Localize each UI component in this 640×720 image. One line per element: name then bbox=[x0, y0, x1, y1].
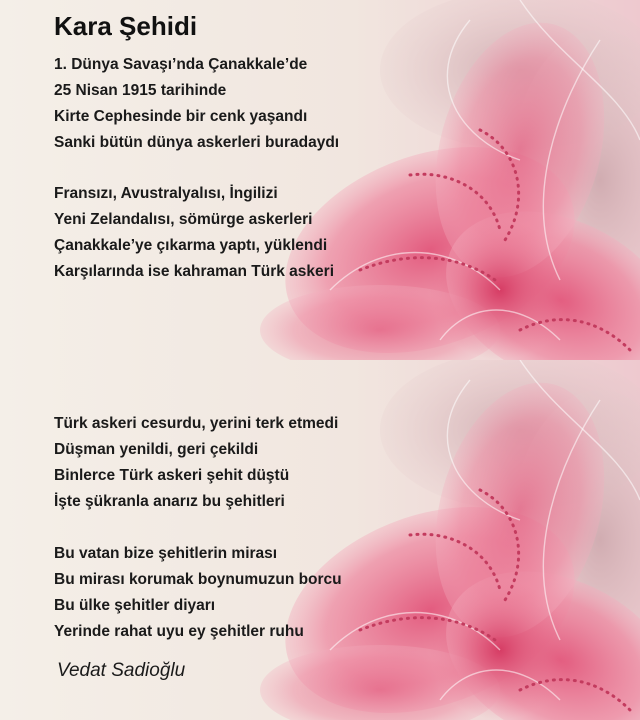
poem-line: Yerinde rahat uyu ey şehitler ruhu bbox=[54, 623, 304, 640]
poem-line: Bu ülke şehitler diyarı bbox=[54, 597, 216, 614]
poem-author: Vedat Sadioğlu bbox=[57, 660, 186, 681]
poem-line: Kirte Cephesinde bir cenk yaşandı bbox=[54, 108, 308, 125]
poem-line: İşte şükranla anarız bu şehitleri bbox=[54, 493, 285, 510]
poem-line: Yeni Zelandalısı, sömürge askerleri bbox=[54, 211, 313, 228]
poem-line: Çanakkale’ye çıkarma yaptı, yüklendi bbox=[54, 237, 328, 254]
poem-line: Bu vatan bize şehitlerin mirası bbox=[54, 545, 278, 562]
poem-line: Türk askeri cesurdu, yerini terk etmedi bbox=[54, 415, 339, 432]
poem-line: Sanki bütün dünya askerleri buradaydı bbox=[54, 134, 340, 151]
poem-line: 25 Nisan 1915 tarihinde bbox=[54, 82, 227, 99]
poem-line: Bu mirası korumak boynumuzun borcu bbox=[54, 571, 342, 588]
poem-line: Düşman yenildi, geri çekildi bbox=[54, 441, 259, 458]
poem-line: Fransızı, Avustralyalısı, İngilizi bbox=[54, 185, 278, 202]
poem-title: Kara Şehidi bbox=[54, 11, 198, 41]
poem-line: Karşılarında ise kahraman Türk askeri bbox=[54, 263, 335, 280]
poem-line: 1. Dünya Savaşı’nda Çanakkale’de bbox=[54, 56, 308, 73]
poem-line: Binlerce Türk askeri şehit düştü bbox=[54, 467, 290, 484]
